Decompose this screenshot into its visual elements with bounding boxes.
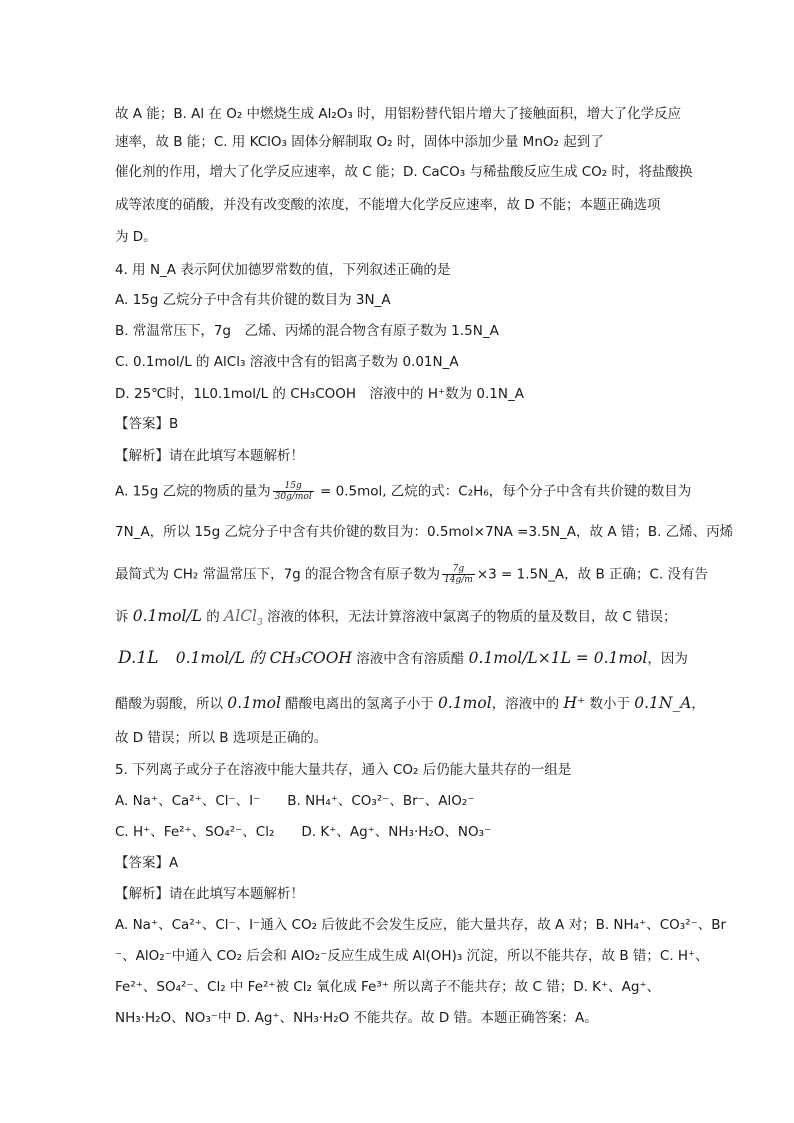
answer-label: 【答案】B [115, 416, 179, 432]
explanation-line: 7N_A，所以 15g 乙烷分子中含有共价键的数目为：0.5mol×7NA =3.5N_A，故 A 错；B. 乙烯、丙烯 [115, 524, 734, 540]
options-ab: A. Na⁺、Ca²⁺、Cl⁻、I⁻ B. NH₄⁺、CO₃²⁻、Br⁻、AlO₂⁻ [115, 793, 475, 809]
fraction-numerator: 7g [442, 564, 475, 575]
math-expr: H⁺ [563, 694, 586, 712]
math-expr: 0.1mol [438, 694, 492, 712]
math-expr: 0.1N_A [634, 694, 692, 712]
math-expr: 的 CH₃COOH [249, 649, 352, 667]
text-line: 催化剂的作用，增大了化学反应速率，故 C 能；D. CaCO₃ 与稀盐酸反应生成 CO₂ 时，将盐酸换 [115, 164, 693, 180]
math-expr: 0.1mol/L [132, 607, 202, 625]
explanation-line: 故 D 错误；所以 B 选项是正确的。 [115, 730, 328, 746]
text-line: 故 A 能；B. Al 在 O₂ 中燃烧生成 Al₂O₃ 时，用铝粉替代铝片增大了接触面积，增大了化学反应 [115, 106, 682, 122]
math-expr: 0.1mol/L [175, 649, 245, 667]
text-span: 诉 [115, 609, 129, 625]
option-c: C. 0.1mol/L 的 AlCl₃ 溶液中含有的铝离子数为 0.01N_A [115, 354, 459, 370]
explanation-line: Fe²⁺、SO₄²⁻、Cl₂ 中 Fe²⁺被 Cl₂ 氧化成 Fe³⁺ 所以离子不能共存；故 C 错；D. K⁺、Ag⁺、 [115, 979, 661, 995]
fraction-numerator: 15g [273, 481, 314, 492]
explanation-line: NH₃·H₂O、NO₃⁻中 D. Ag⁺、NH₃·H₂O 不能共存。故 D 错。本题正确答案：A。 [115, 1010, 598, 1026]
text-line: 为 D。 [115, 229, 157, 245]
math-expr: D.1L [118, 648, 159, 668]
explanation-label: 【解析】请在此填写本题解析！ [115, 886, 304, 902]
answer-label: 【答案】A [115, 855, 179, 871]
option-a: A. 15g 乙烷分子中含有共价键的数目为 3N_A [115, 292, 391, 308]
fraction-denominator: 14g/m [444, 575, 473, 585]
text-span: 最简式为 CH₂ 常温常压下，7g 的混合物含有原子数为 [115, 566, 441, 583]
explanation-line: A. Na⁺、Ca²⁺、Cl⁻、I⁻通入 CO₂ 后彼此不会发生反应，能大量共存，故 A 对；B. NH₄⁺、CO₃²⁻、Br [115, 917, 727, 933]
explanation-line [115, 564, 708, 585]
math-expr: 0.1mol/L×1L = 0.1mol [468, 649, 648, 667]
text-span: ， [691, 696, 705, 712]
text-span: 醋酸为弱酸，所以 [115, 696, 223, 712]
explanation-line [115, 693, 705, 714]
math-expr: 0.1mol [227, 694, 281, 712]
option-d: D. 25℃时，1L0.1mol/L 的 CH₃COOH 溶液中的 H⁺数为 0.1N_A [115, 386, 524, 402]
explanation-line [115, 606, 677, 627]
options-cd: C. H⁺、Fe²⁺、SO₄²⁻、Cl₂ D. K⁺、Ag⁺、NH₃·H₂O、NO₃⁻ [115, 824, 492, 840]
fraction-denominator: 30g/mol [274, 492, 312, 502]
explanation-line [115, 481, 691, 502]
text-span: 数小于 [589, 696, 630, 712]
text-span: 溶液中含有溶质醋 [356, 651, 465, 667]
explanation-line: ⁻、AlO₂⁻中通入 CO₂ 后会和 AlO₂⁻反应生成生成 Al(OH)₃ 沉淀，所以不能共存，故 B 错；C. H⁺、 [115, 948, 709, 964]
text-line: 成等浓度的硝酸，并没有改变酸的浓度，不能增大化学反应速率，故 D 不能；本题正确选项 [115, 197, 661, 213]
text-line: 速率，故 B 能；C. 用 KClO₃ 固体分解制取 O₂ 时，固体中添加少量 MnO₂ 起到了 [115, 134, 604, 150]
text-span: ，因为 [647, 651, 688, 667]
question-4: 4. 用 N_A 表示阿伏加德罗常数的值，下列叙述正确的是 [115, 262, 451, 278]
text-span: ，溶液中的 [491, 696, 560, 712]
question-5: 5. 下列离子或分子在溶液中能大量共存，通入 CO₂ 后仍能大量共存的一组是 [115, 762, 572, 778]
text-span: A. 15g 乙烷的物质的量为 [115, 483, 271, 500]
text-span: 溶液的体积，无法计算溶液中氯离子的物质的量及数目，故 C 错误； [267, 609, 677, 625]
math-expr: AlCl$_3$ [224, 607, 263, 629]
fraction [442, 564, 475, 585]
text-span: 醋酸电离出的氢离子小于 [285, 696, 434, 712]
fraction [273, 481, 314, 502]
text-span: ×3 = 1.5N_A，故 B 正确；C. 没有告 [476, 566, 709, 583]
math-expr: AlCl [224, 607, 258, 625]
text-span: = 0.5mol, 乙烷的式：C₂H₆，每个分子中含有共价键的数目为 [315, 483, 692, 500]
option-b: B. 常温常压下，7g 乙烯、丙烯的混合物含有原子数为 1.5N_A [115, 323, 499, 339]
text-span: 的 [206, 609, 220, 625]
explanation-label: 【解析】请在此填写本题解析！ [115, 448, 304, 464]
explanation-line [118, 648, 688, 669]
